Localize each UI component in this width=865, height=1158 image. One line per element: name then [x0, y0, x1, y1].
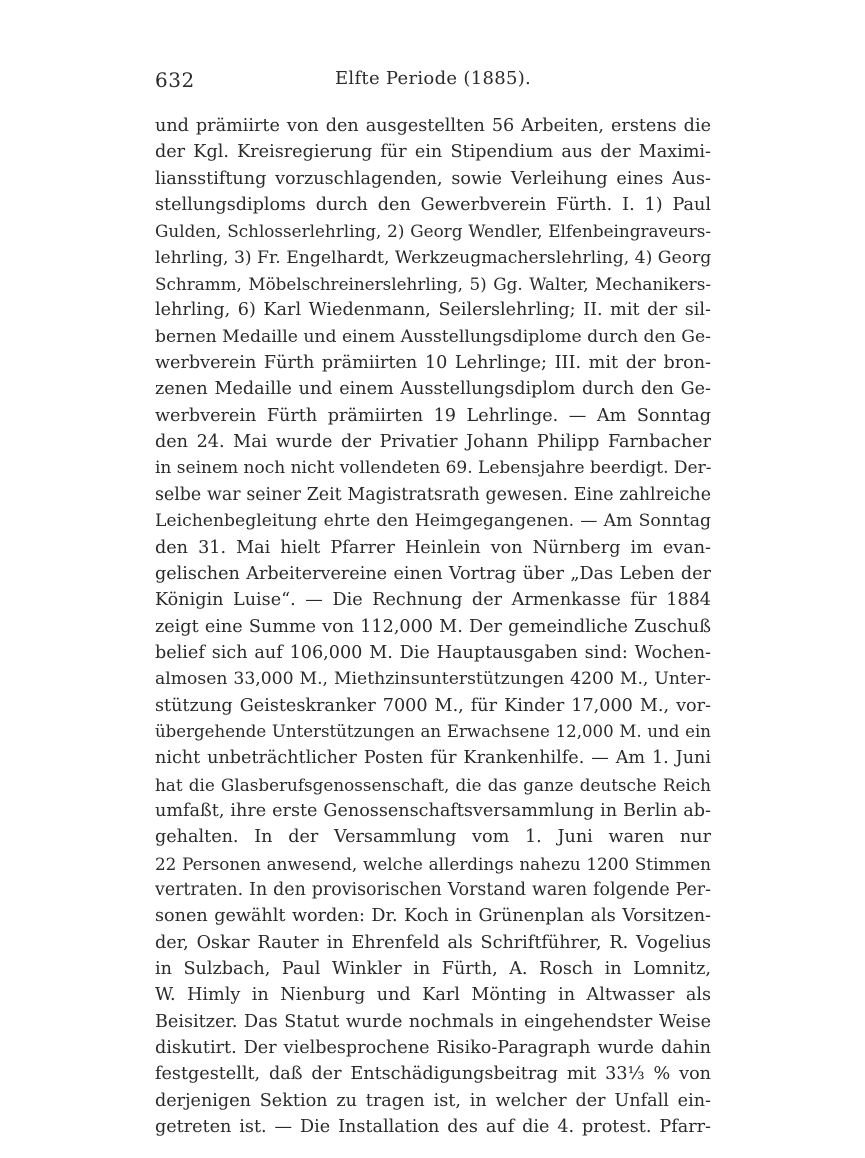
- text-line: in seinem noch nicht vollendeten 69. Lebensjahre beerdigt. Der-: [155, 458, 711, 479]
- text-line: nicht unbeträchtlicher Posten für Krankenhilfe. — Am 1. Juni: [155, 748, 711, 769]
- text-line: zenen Medaille und einem Ausstellungsdiplom durch den Ge-: [155, 379, 711, 400]
- text-line: den 31. Mai hielt Pfarrer Heinlein von Nürnberg im evan-: [155, 537, 711, 558]
- text-line: zeigt eine Summe von 112,000 M. Der gemeindliche Zuschuß: [155, 616, 711, 637]
- text-line: hat die Glasberufsgenossenschaft, die das ganze deutsche Reich: [155, 774, 711, 795]
- text-line: diskutirt. Der vielbesprochene Risiko-Paragraph wurde dahin: [155, 1038, 711, 1059]
- text-line: der Kgl. Kreisregierung für ein Stipendium aus der Maximi-: [155, 142, 711, 163]
- text-line: lehrling, 6) Karl Wiedenmann, Seilerslehrling; II. mit der sil-: [155, 300, 711, 321]
- text-line: sonen gewählt worden: Dr. Koch in Grünenplan als Vorsitzen-: [155, 906, 711, 927]
- text-line: in Sulzbach, Paul Winkler in Fürth, A. Rosch in Lomnitz,: [155, 959, 711, 979]
- text-line: werbverein Fürth prämiirten 10 Lehrlinge; III. mit der bron-: [155, 353, 711, 374]
- text-line: festgestellt, daß der Entschädigungsbeitrag mit 33⅓ % von: [155, 1064, 711, 1085]
- body-text: [155, 113, 711, 1140]
- text-line: übergehende Unterstützungen an Erwachsene 12,000 M. und ein: [155, 721, 711, 741]
- running-title: Elfte Periode (1885).: [334, 68, 532, 89]
- text-line: und prämiirte von den ausgestellten 56 Arbeiten, erstens die: [155, 116, 711, 136]
- text-line: lehrling, 3) Fr. Engelhardt, Werkzeugmacherslehrling, 4) Georg: [155, 247, 711, 268]
- text-line: liansstiftung vorzuschlagenden, sowie Verleihung eines Aus-: [155, 168, 711, 189]
- text-line: selbe war seiner Zeit Magistratsrath gewesen. Eine zahlreiche: [155, 484, 711, 505]
- text-line: getreten ist. — Die Installation des auf die 4. protest. Pfarr-: [155, 1117, 711, 1138]
- text-line: stellungsdiploms durch den Gewerbverein Fürth. I. 1) Paul: [155, 195, 711, 216]
- page-header: [155, 68, 711, 98]
- text-line: Schramm, Möbelschreinerslehrling, 5) Gg. Walter, Mechanikers-: [155, 274, 711, 295]
- text-line: gelischen Arbeitervereine einen Vortrag über „Das Leben der: [155, 563, 711, 584]
- text-line: derjenigen Sektion zu tragen ist, in welcher der Unfall ein-: [155, 1090, 711, 1111]
- page-number: 632: [155, 68, 195, 92]
- text-line: belief sich auf 106,000 M. Die Hauptausgaben sind: Wochen-: [155, 642, 711, 663]
- text-line: Gulden, Schlosserlehrling, 2) Georg Wendler, Elfenbeingraveurs-: [155, 221, 711, 242]
- text-line: den 24. Mai wurde der Privatier Johann Philipp Farnbacher: [155, 432, 711, 453]
- text-line: almosen 33,000 M., Miethzinsunterstützungen 4200 M., Unter-: [155, 669, 711, 690]
- text-line: gehalten. In der Versammlung vom 1. Juni waren nur: [155, 827, 711, 848]
- text-line: vertraten. In den provisorischen Vorstand waren folgende Per-: [155, 879, 711, 900]
- text-line: werbverein Fürth prämiirten 19 Lehrlinge. — Am Sonntag: [155, 405, 711, 426]
- text-line: Leichenbegleitung ehrte den Heimgegangenen. — Am Sonntag: [155, 511, 711, 532]
- text-line: umfaßt, ihre erste Genossenschaftsversammlung in Berlin ab-: [155, 800, 711, 821]
- text-line: W. Himly in Nienburg und Karl Mönting in Altwasser als: [155, 985, 711, 1006]
- text-line: der, Oskar Rauter in Ehrenfeld als Schriftführer, R. Vogelius: [155, 932, 711, 953]
- text-line: Beisitzer. Das Statut wurde nochmals in eingehendster Weise: [155, 1011, 711, 1032]
- text-line: stützung Geisteskranker 7000 M., für Kinder 17,000 M., vor-: [155, 695, 711, 716]
- text-line: Königin Luise“. — Die Rechnung der Armenkasse für 1884: [155, 590, 711, 611]
- text-line: bernen Medaille und einem Ausstellungsdiplome durch den Ge-: [155, 326, 711, 347]
- text-line: 22 Personen anwesend, welche allerdings nahezu 1200 Stimmen: [155, 853, 711, 874]
